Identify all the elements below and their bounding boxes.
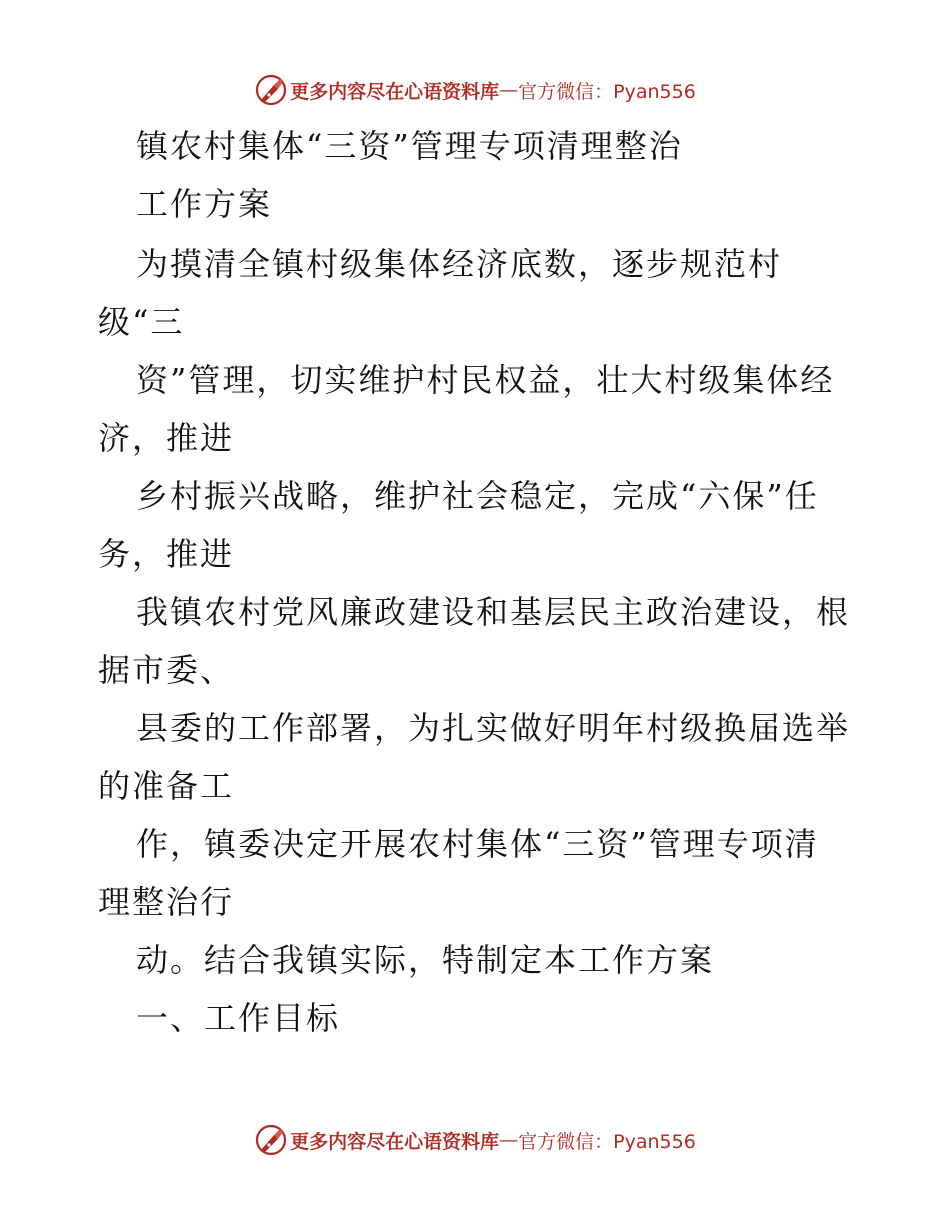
doc-text-line: 济，推进: [98, 419, 235, 457]
doc-text-line: 理整治行: [98, 883, 235, 921]
doc-text-line: 动。结合我镇实际，特制定本工作方案: [136, 941, 715, 979]
doc-text-line: 级“三: [98, 303, 185, 341]
footer-watermark-banner: [0, 1120, 950, 1160]
banner-wechat: 官方微信：Pyan556: [518, 1130, 696, 1153]
doc-text-line: 县委的工作部署，为扎实做好明年村级换届选举: [136, 709, 851, 747]
doc-title-line-2: 工作方案: [136, 185, 273, 223]
doc-text-line: 的准备工: [98, 767, 235, 805]
doc-text-line: 我镇农村党风廉政建设和基层民主政治建设，根: [136, 593, 851, 631]
header-watermark-banner: [0, 70, 950, 110]
doc-section-heading: 一、工作目标: [136, 999, 341, 1037]
doc-text-line: 资”管理，切实维护村民权益，壮大村级集体经: [136, 361, 835, 399]
doc-text-line: 务，推进: [98, 535, 235, 573]
banner-text: 更多内容尽在心语资料库: [290, 1130, 500, 1153]
doc-text-line: 据市委、: [98, 651, 235, 689]
banner-separator: —: [499, 79, 519, 101]
doc-text-line: 作，镇委决定开展农村集体“三资”管理专项清: [136, 825, 819, 863]
doc-title-line-1: 镇农村集体“三资”管理专项清理整治: [136, 127, 683, 165]
pen-nib-circle-icon: [254, 73, 288, 107]
banner-text: 更多内容尽在心语资料库: [290, 80, 500, 103]
pen-nib-circle-icon: [254, 1123, 288, 1157]
banner-separator: —: [499, 1129, 519, 1151]
banner-wechat: 官方微信：Pyan556: [518, 80, 696, 103]
doc-text-line: 为摸清全镇村级集体经济底数，逐步规范村: [136, 245, 783, 283]
doc-text-line: 乡村振兴战略，维护社会稳定，完成“六保”任: [136, 477, 819, 515]
